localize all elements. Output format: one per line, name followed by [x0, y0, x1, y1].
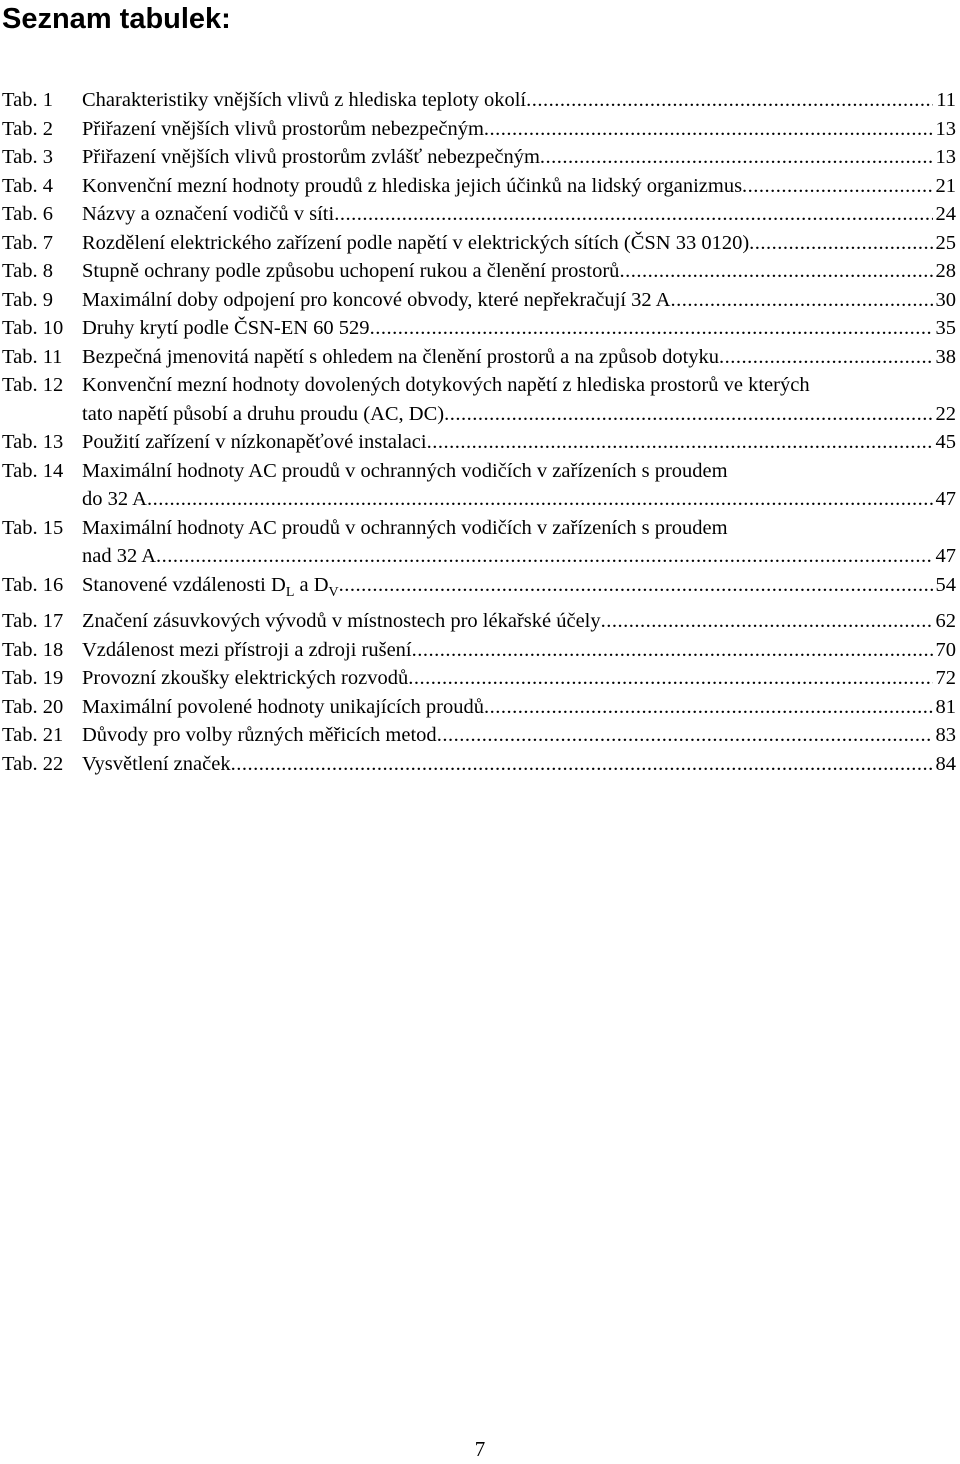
entry-page-number: 54: [935, 573, 956, 596]
dot-leader: [231, 750, 933, 779]
entry-line: [2, 607, 956, 636]
dot-leader: [408, 664, 932, 693]
entry-label: Tab. 16: [2, 573, 64, 596]
page-number: 7: [474, 1437, 486, 1461]
entry-line: [2, 428, 956, 457]
entry-page-number: 72: [935, 667, 956, 690]
table-list-item[interactable]: [2, 721, 956, 750]
entry-label: Tab. 3: [2, 146, 53, 168]
entry-line: [2, 514, 956, 543]
entry-title: Stupně ochrany podle způsobu uchopení rukou a členění prostorů: [82, 260, 620, 282]
entry-page-number: 25: [935, 231, 956, 254]
entry-line: [2, 457, 956, 486]
entry-title: Rozdělení elektrického zařízení podle napětí v elektrických sítích (ČSN 33 0120): [82, 231, 750, 254]
entry-label: Tab. 15: [2, 516, 64, 539]
entry-page-number: 47: [935, 488, 956, 510]
entry-page-number: 11: [936, 89, 956, 111]
dot-leader: [719, 343, 932, 372]
table-list-item[interactable]: [2, 229, 956, 258]
entry-label: Tab. 6: [2, 203, 53, 225]
entry-page-number: 13: [935, 146, 956, 168]
entry-label: Tab. 8: [2, 260, 53, 282]
table-list-item[interactable]: [2, 750, 956, 779]
entry-title: Provozní zkoušky elektrických rozvodů: [82, 667, 409, 690]
entry-title: Maximální hodnoty AC proudů v ochranných vodičích v zařízeních s proudem: [82, 459, 728, 482]
entry-line: [2, 86, 956, 115]
table-list-item[interactable]: [2, 693, 956, 722]
table-list-item[interactable]: [2, 86, 956, 115]
entry-line: [2, 343, 956, 372]
table-list-item[interactable]: [2, 428, 956, 457]
entry-line: [2, 721, 956, 750]
dot-leader: [670, 286, 932, 315]
entry-page-number: 83: [935, 724, 956, 747]
entry-label: Tab. 7: [2, 231, 53, 254]
entry-label: Tab. 19: [2, 667, 64, 690]
entry-page-number: 35: [935, 317, 956, 339]
entry-page-number: 84: [935, 752, 956, 775]
dot-leader: [619, 257, 932, 286]
entry-page-number: 81: [935, 695, 956, 718]
dot-leader: [526, 86, 933, 115]
entry-line: [2, 636, 956, 665]
entry-label: Tab. 11: [2, 345, 63, 368]
entry-label: Tab. 14: [2, 459, 64, 482]
entry-page-number: 24: [935, 203, 956, 225]
table-list-item[interactable]: [2, 172, 956, 201]
entry-title: Druhy krytí podle ČSN-EN 60 529: [82, 317, 370, 339]
dot-leader: [427, 428, 933, 457]
entry-line: [2, 257, 956, 286]
entry-label: Tab. 13: [2, 431, 64, 453]
entry-page-number: 70: [935, 638, 956, 661]
entry-line: [2, 750, 956, 779]
entry-title: Vysvětlení značek: [82, 752, 231, 775]
entry-label: Tab. 21: [2, 724, 64, 747]
entry-page-number: 30: [935, 288, 956, 311]
table-list: [2, 86, 956, 778]
entry-title: Názvy a označení vodičů v síti: [82, 203, 335, 225]
dot-leader: [742, 172, 932, 201]
entry-title: Přiřazení vnějších vlivů prostorům nebezpečným: [82, 117, 484, 140]
entry-label: Tab. 17: [2, 610, 64, 633]
dot-leader: [370, 314, 933, 343]
entry-page-number: 21: [935, 174, 956, 197]
entry-title: Charakteristiky vnějších vlivů z hlediska teploty okolí: [82, 89, 527, 111]
entry-title: Stanovené vzdálenosti $D_L$ a $D_V$: [82, 573, 339, 600]
entry-line: [2, 229, 956, 258]
dot-leader: [484, 115, 933, 144]
entry-line: [2, 371, 956, 400]
table-list-item[interactable]: [2, 664, 956, 693]
entry-title: Vzdálenost mezi přístroji a zdroji rušení: [82, 638, 412, 661]
dot-leader: [601, 607, 933, 636]
entry-page-number: 13: [935, 117, 956, 140]
entry-title: Maximální povolené hodnoty unikajících proudů: [82, 695, 484, 718]
dot-leader: [339, 571, 933, 600]
entry-title: Důvody pro volby různých měřicích metod: [82, 724, 437, 747]
dot-leader: [156, 542, 932, 571]
table-list-item[interactable]: [2, 286, 956, 315]
entry-title: nad 32 A: [82, 545, 157, 567]
table-list-item[interactable]: [2, 343, 956, 372]
entry-title: Konvenční mezní hodnoty dovolených dotykových napětí z hlediska prostorů ve kterých: [82, 374, 810, 396]
entry-title: do 32 A: [82, 488, 147, 510]
entry-label: Tab. 12: [2, 374, 64, 396]
dot-leader: [437, 721, 933, 750]
table-list-item[interactable]: [2, 571, 956, 608]
entry-line: [2, 200, 956, 229]
entry-line: [2, 485, 956, 514]
table-list-item[interactable]: [2, 314, 956, 343]
table-list-item[interactable]: [2, 457, 956, 514]
table-list-item[interactable]: [2, 371, 956, 428]
entry-title: Značení zásuvkových vývodů v místnostech pro lékařské účely: [82, 610, 601, 633]
entry-line: [2, 115, 956, 144]
dot-leader: [444, 400, 932, 429]
table-list-item[interactable]: [2, 514, 956, 571]
dot-leader: [749, 229, 932, 258]
table-list-item[interactable]: [2, 607, 956, 636]
entry-line: [2, 571, 956, 608]
entry-line: [2, 693, 956, 722]
entry-label: Tab. 22: [2, 752, 64, 775]
table-list-item[interactable]: [2, 200, 956, 229]
entry-line: [2, 400, 956, 429]
dot-leader: [334, 200, 932, 229]
entry-page-number: 62: [935, 610, 956, 633]
entry-line: [2, 286, 956, 315]
entry-title: Maximální doby odpojení pro koncové obvody, které nepřekračují 32 A: [82, 288, 671, 311]
entry-line: [2, 542, 956, 571]
entry-page-number: 45: [935, 431, 956, 453]
entry-label: Tab. 10: [2, 317, 64, 339]
entry-label: Tab. 20: [2, 695, 64, 718]
entry-title: Maximální hodnoty AC proudů v ochranných vodičích v zařízeních s proudem: [82, 516, 728, 539]
dot-leader: [147, 485, 933, 514]
table-list-item[interactable]: [2, 636, 956, 665]
entry-title: Bezpečná jmenovitá napětí s ohledem na členění prostorů a na způsob dotyku: [82, 345, 720, 368]
entry-line: [2, 172, 956, 201]
entry-label: Tab. 2: [2, 117, 53, 140]
entry-label: Tab. 18: [2, 638, 64, 661]
entry-label: Tab. 4: [2, 174, 53, 197]
dot-leader: [540, 143, 933, 172]
table-list-item[interactable]: [2, 257, 956, 286]
entry-page-number: 47: [935, 545, 956, 567]
entry-label: Tab. 9: [2, 288, 53, 311]
entry-page-number: 28: [935, 260, 956, 282]
entry-line: [2, 143, 956, 172]
entry-title: Použití zařízení v nízkonapěťové instalaci: [82, 431, 427, 453]
table-list-item[interactable]: [2, 143, 956, 172]
dot-leader: [412, 636, 933, 665]
entry-title: Přiřazení vnějších vlivů prostorům zvlášť nebezpečným: [82, 146, 540, 168]
dot-leader: [484, 693, 933, 722]
table-list-item[interactable]: [2, 115, 956, 144]
entry-label: Tab. 1: [2, 89, 53, 111]
entry-page-number: 22: [935, 402, 956, 425]
entry-page-number: 38: [935, 345, 956, 368]
entry-title: Konvenční mezní hodnoty proudů z hlediska jejich účinků na lidský organizmus: [82, 174, 743, 197]
page-title: Seznam tabulek:: [2, 3, 231, 35]
entry-line: [2, 664, 956, 693]
entry-line: [2, 314, 956, 343]
entry-title: tato napětí působí a druhu proudu (AC, DC): [82, 402, 445, 425]
